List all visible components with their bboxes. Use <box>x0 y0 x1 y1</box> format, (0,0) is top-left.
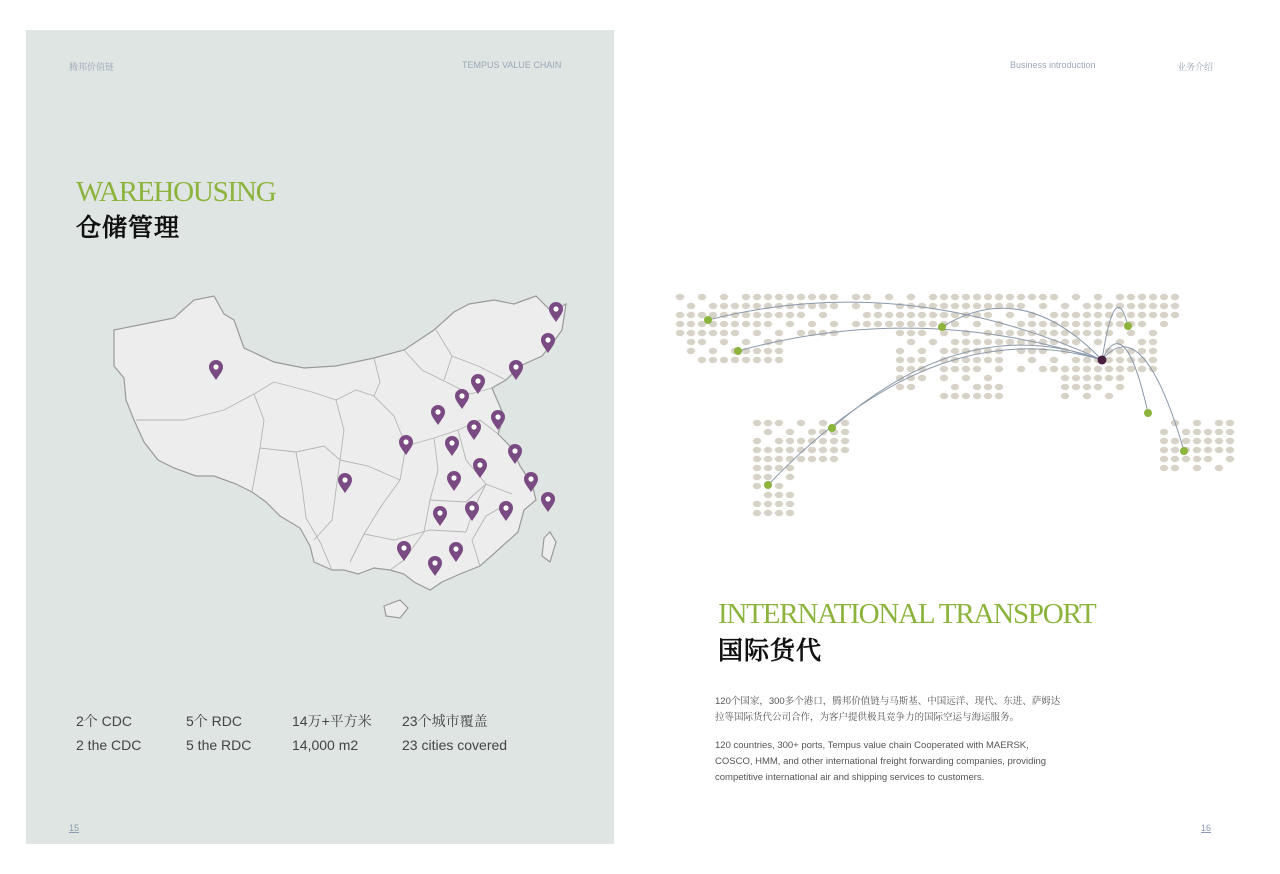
stat-cdc-cn: 2个 CDC <box>76 713 133 729</box>
world-map <box>640 280 1254 550</box>
left-page <box>26 30 614 844</box>
paragraph-cn-line-2: 拉等国际货代公司合作，为客户提供极具竞争力的国际空运与海运服务。 <box>715 712 1020 723</box>
port-marker <box>1180 447 1188 455</box>
paragraph-cn-line-1: 120个国家，300多个港口，腾邦价值链与马斯基、中国远洋、现代、东进、萨姆达 <box>715 696 1061 707</box>
stat-cities-en: 23 cities covered <box>402 737 508 753</box>
paragraph-en-line-3: competitive international air and shipping services to customers. <box>715 772 985 783</box>
stat-rdc <box>186 709 251 757</box>
port-marker <box>1124 322 1132 330</box>
hainan-island <box>384 600 408 618</box>
right-header-label: 业务介绍 <box>1177 62 1214 72</box>
stat-area <box>292 709 372 757</box>
transport-title-cn: 国际货代 <box>718 636 823 665</box>
china-outline <box>114 296 566 590</box>
transport-paragraph-en <box>715 738 1075 786</box>
right-header-section: Business introduction <box>1010 60 1096 70</box>
world-dots <box>676 294 1234 516</box>
stat-cities <box>402 709 507 757</box>
warehousing-title-en: WAREHOUSING <box>76 176 276 208</box>
transport-title-en: INTERNATIONAL TRANSPORT <box>718 598 1096 630</box>
port-marker <box>938 323 946 331</box>
location-pin-icon <box>509 360 523 380</box>
left-header-brand: TEMPUS VALUE CHAIN <box>462 60 562 70</box>
left-page-number: 15 <box>69 823 80 833</box>
stat-area-cn: 14万+平方米 <box>292 713 372 729</box>
stat-rdc-cn: 5个 RDC <box>186 713 243 729</box>
transport-paragraph-cn <box>715 694 1075 726</box>
stat-cdc <box>76 709 141 757</box>
port-marker <box>1144 409 1152 417</box>
stat-area-en: 14,000 m2 <box>292 737 359 753</box>
paragraph-en-line-1: 120 countries, 300+ ports, Tempus value chain Cooperated with MAERSK, <box>715 740 1029 751</box>
port-marker <box>734 347 742 355</box>
paragraph-en-line-2: COSCO, HMM, and other international freight forwarding companies, providing <box>715 756 1047 767</box>
stat-cities-cn: 23个城市覆盖 <box>402 713 488 729</box>
hub-marker <box>1098 356 1107 365</box>
warehousing-title-cn: 仓储管理 <box>76 213 181 242</box>
taiwan-island <box>542 532 556 562</box>
stat-cdc-en: 2 the CDC <box>76 737 142 753</box>
china-map <box>74 270 574 620</box>
left-header-label: 腾邦价值链 <box>69 62 115 72</box>
location-pin-icon <box>541 492 555 512</box>
port-marker <box>764 481 772 489</box>
right-page <box>640 30 1254 844</box>
stat-rdc-en: 5 the RDC <box>186 737 252 753</box>
port-marker <box>828 424 836 432</box>
port-marker <box>704 316 712 324</box>
right-page-number: 16 <box>1201 823 1212 833</box>
